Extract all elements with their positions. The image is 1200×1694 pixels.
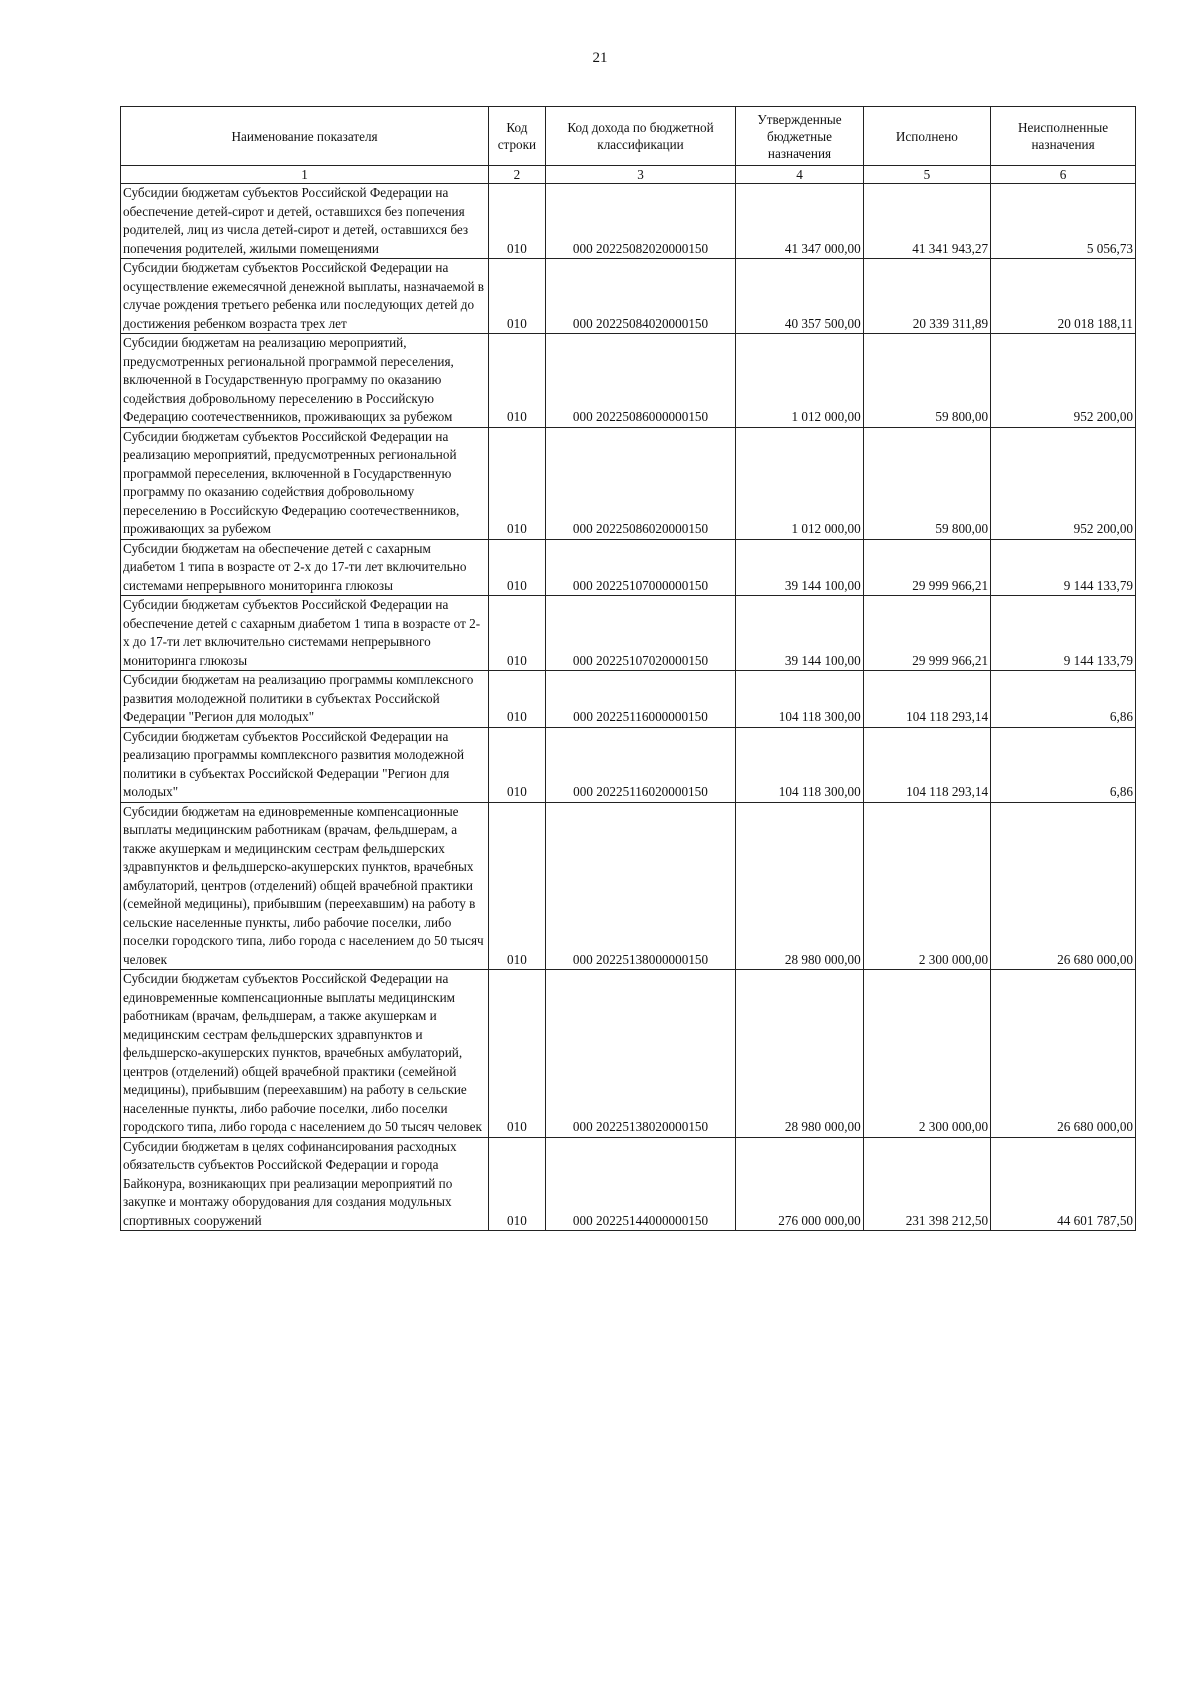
table-row [121,596,1136,671]
row-name: Субсидии бюджетам на единовременные компенсационные выплаты медицинским работникам (врачам, фельдшерам, а также акушеркам и медицинским сестрам фельдшерских здравпунктов и фельдшерско-акушерских пунктов, врачебных амбулаторий, центров (отделений) общей врачебной практики (семейной медицины), прибывшим (переехавшим) на работу в сельские населенные пункты, либо рабочие поселки, либо поселки городского типа, либо города с населением до 50 тысяч человек [121,802,489,970]
row-unexecuted: 44 601 787,50 [991,1137,1136,1231]
row-executed: 41 341 943,27 [863,184,990,259]
row-revenue-code: 000 20225084020000150 [545,259,736,334]
row-approved: 40 357 500,00 [736,259,863,334]
column-number: 6 [991,166,1136,184]
column-number: 3 [545,166,736,184]
row-unexecuted: 6,86 [991,671,1136,728]
table-row [121,334,1136,428]
row-unexecuted: 6,86 [991,727,1136,802]
row-name: Субсидии бюджетам субъектов Российской Федерации на обеспечение детей-сирот и детей, оставшихся без попечения родителей, лиц из числа детей-сирот и детей, оставшихся без попечения родителей, жилыми помещениями [121,184,489,259]
row-executed: 20 339 311,89 [863,259,990,334]
budget-revenue-table [120,106,1136,1231]
row-unexecuted: 26 680 000,00 [991,802,1136,970]
row-unexecuted: 20 018 188,11 [991,259,1136,334]
row-code: 010 [489,334,546,428]
row-approved: 39 144 100,00 [736,596,863,671]
row-unexecuted: 952 200,00 [991,427,1136,539]
header-executed: Исполнено [863,107,990,166]
table-row [121,802,1136,970]
row-approved: 28 980 000,00 [736,802,863,970]
page-number: 21 [592,50,608,66]
row-approved: 1 012 000,00 [736,334,863,428]
header-unexecuted: Неисполненные назначения [991,107,1136,166]
column-number: 1 [121,166,489,184]
row-unexecuted: 952 200,00 [991,334,1136,428]
row-unexecuted: 9 144 133,79 [991,596,1136,671]
row-unexecuted: 26 680 000,00 [991,970,1136,1138]
table-row [121,427,1136,539]
row-executed: 104 118 293,14 [863,727,990,802]
table-row [121,671,1136,728]
header-approved: Утвержденные бюджетные назначения [736,107,863,166]
row-executed: 104 118 293,14 [863,671,990,728]
row-approved: 39 144 100,00 [736,539,863,596]
column-number: 5 [863,166,990,184]
row-name: Субсидии бюджетам субъектов Российской Федерации на реализацию мероприятий, предусмотренных региональной программой переселения, включенной в Государственную программу по оказанию содействия добровольному переселению в Российскую Федерацию соотечественников, проживающих за рубежом [121,427,489,539]
row-code: 010 [489,539,546,596]
column-number: 4 [736,166,863,184]
row-code: 010 [489,596,546,671]
row-executed: 231 398 212,50 [863,1137,990,1231]
row-name: Субсидии бюджетам субъектов Российской Федерации на обеспечение детей с сахарным диабетом 1 типа в возрасте от 2-х до 17-ти лет включительно системами непрерывного мониторинга глюкозы [121,596,489,671]
table-row [121,259,1136,334]
row-code: 010 [489,671,546,728]
column-numbers-row [121,166,1136,184]
row-name: Субсидии бюджетам в целях софинансирования расходных обязательств субъектов Российской Федерации и города Байконура, возникающих при реализации мероприятий по закупке и монтажу оборудования для создания модульных спортивных сооружений [121,1137,489,1231]
row-executed: 59 800,00 [863,427,990,539]
row-approved: 1 012 000,00 [736,427,863,539]
table-row [121,184,1136,259]
row-revenue-code: 000 20225086000000150 [545,334,736,428]
row-name: Субсидии бюджетам субъектов Российской Федерации на осуществление ежемесячной денежной выплаты, назначаемой в случае рождения третьего ребенка или последующих детей до достижения ребенком возраста трех лет [121,259,489,334]
row-name: Субсидии бюджетам субъектов Российской Федерации на единовременные компенсационные выплаты медицинским работникам (врачам, фельдшерам, а также акушеркам и медицинским сестрам фельдшерских здравпунктов и фельдшерско-акушерских пунктов, врачебных амбулаторий, центров (отделений) общей врачебной практики (семейной медицины), прибывшим (переехавшим) на работу в сельские населенные пункты, либо рабочие поселки, либо поселки городского типа, либо города с населением до 50 тысяч человек [121,970,489,1138]
row-executed: 59 800,00 [863,334,990,428]
row-approved: 104 118 300,00 [736,671,863,728]
row-executed: 29 999 966,21 [863,596,990,671]
row-approved: 276 000 000,00 [736,1137,863,1231]
row-revenue-code: 000 20225116020000150 [545,727,736,802]
row-revenue-code: 000 20225116000000150 [545,671,736,728]
row-executed: 2 300 000,00 [863,802,990,970]
row-code: 010 [489,259,546,334]
row-code: 010 [489,970,546,1138]
table-row [121,1137,1136,1231]
row-code: 010 [489,427,546,539]
table-row [121,539,1136,596]
row-name: Субсидии бюджетам на реализацию программы комплексного развития молодежной политики в субъектах Российской Федерации "Регион для молодых" [121,671,489,728]
row-unexecuted: 9 144 133,79 [991,539,1136,596]
row-executed: 2 300 000,00 [863,970,990,1138]
row-code: 010 [489,184,546,259]
row-approved: 41 347 000,00 [736,184,863,259]
row-revenue-code: 000 20225144000000150 [545,1137,736,1231]
header-row-code: Код строки [489,107,546,166]
table-row [121,970,1136,1138]
row-revenue-code: 000 20225086020000150 [545,427,736,539]
row-code: 010 [489,1137,546,1231]
row-name: Субсидии бюджетам на реализацию мероприятий, предусмотренных региональной программой переселения, включенной в Государственную программу по оказанию содействия добровольному переселению в Российскую Федерацию соотечественников, проживающих за рубежом [121,334,489,428]
row-revenue-code: 000 20225138000000150 [545,802,736,970]
row-executed: 29 999 966,21 [863,539,990,596]
header-indicator-name: Наименование показателя [121,107,489,166]
row-name: Субсидии бюджетам на обеспечение детей с сахарным диабетом 1 типа в возрасте от 2-х до 17-ти лет включительно системами непрерывного мониторинга глюкозы [121,539,489,596]
row-unexecuted: 5 056,73 [991,184,1136,259]
header-revenue-code: Код дохода по бюджетной классификации [545,107,736,166]
row-code: 010 [489,727,546,802]
row-name: Субсидии бюджетам субъектов Российской Федерации на реализацию программы комплексного развития молодежной политики в субъектах Российской Федерации "Регион для молодых" [121,727,489,802]
row-revenue-code: 000 20225107020000150 [545,596,736,671]
column-number: 2 [489,166,546,184]
row-approved: 28 980 000,00 [736,970,863,1138]
row-approved: 104 118 300,00 [736,727,863,802]
table-row [121,727,1136,802]
row-revenue-code: 000 20225107000000150 [545,539,736,596]
row-revenue-code: 000 20225082020000150 [545,184,736,259]
header-row [121,107,1136,166]
row-code: 010 [489,802,546,970]
row-revenue-code: 000 20225138020000150 [545,970,736,1138]
